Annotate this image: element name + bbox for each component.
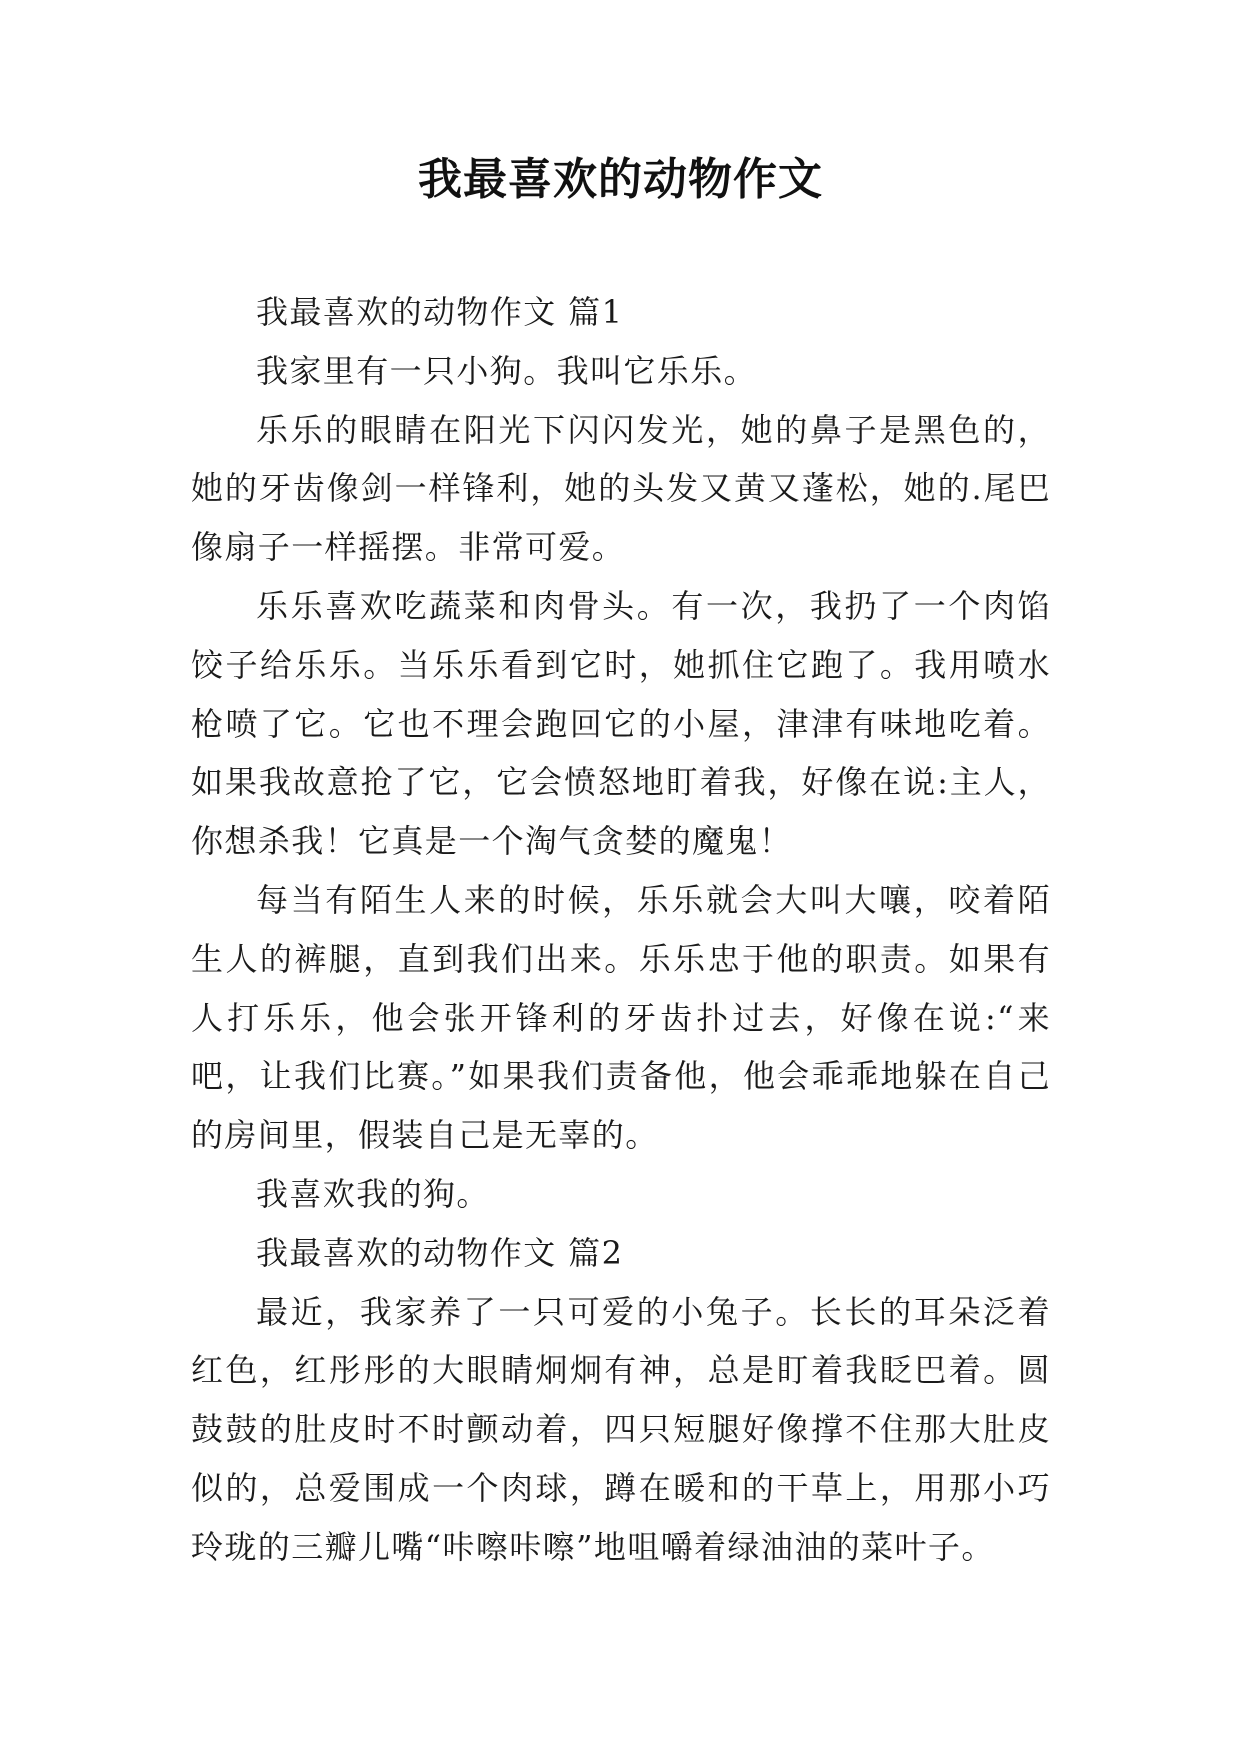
section-heading-1: 我最喜欢的动物作文 篇1: [256, 293, 624, 331]
paragraph: 乐乐的眼睛在阳光下闪闪发光，她的鼻子是黑色的，她的牙齿像剑一样锋利，她的头发又黄又蓬松，她的.尾巴像扇子一样摇摆。非常可爱。: [191, 410, 1051, 567]
paragraph: 乐乐喜欢吃蔬菜和肉骨头。有一次，我扔了一个肉馅饺子给乐乐。当乐乐看到它时，她抓住它跑了。我用喷水枪喷了它。它也不理会跑回它的小屋，津津有味地吃着。如果我故意抢了它，它会愤怒地盯着我，好像在说:主人，你想杀我！它真是一个淘气贪婪的魔鬼！: [191, 586, 1051, 861]
paragraph: 每当有陌生人来的时候，乐乐就会大叫大嚷，咬着陌生人的裤腿，直到我们出来。乐乐忠于他的职责。如果有人打乐乐，他会张开锋利的牙齿扑过去，好像在说:“来吧，让我们比赛。”如果我们责备他，他会乖乖地躲在自己的房间里，假装自己是无辜的。: [191, 880, 1051, 1155]
document-title: 我最喜欢的动物作文: [418, 154, 823, 205]
paragraph: 我喜欢我的狗。: [256, 1174, 490, 1213]
document-body: [191, 283, 1051, 1577]
paragraph: 我家里有一只小狗。我叫它乐乐。: [256, 351, 758, 390]
paragraph: 最近，我家养了一只可爱的小兔子。长长的耳朵泛着红色，红彤彤的大眼睛炯炯有神，总是盯着我眨巴着。圆鼓鼓的肚皮时不时颤动着，四只短腿好像撑不住那大肚皮似的，总爱围成一个肉球，蹲在暖和的干草上，用那小巧玲珑的三瓣儿嘴“咔嚓咔嚓”地咀嚼着绿油油的菜叶子。: [191, 1292, 1051, 1566]
section-heading-2: 我最喜欢的动物作文 篇2: [256, 1233, 624, 1272]
